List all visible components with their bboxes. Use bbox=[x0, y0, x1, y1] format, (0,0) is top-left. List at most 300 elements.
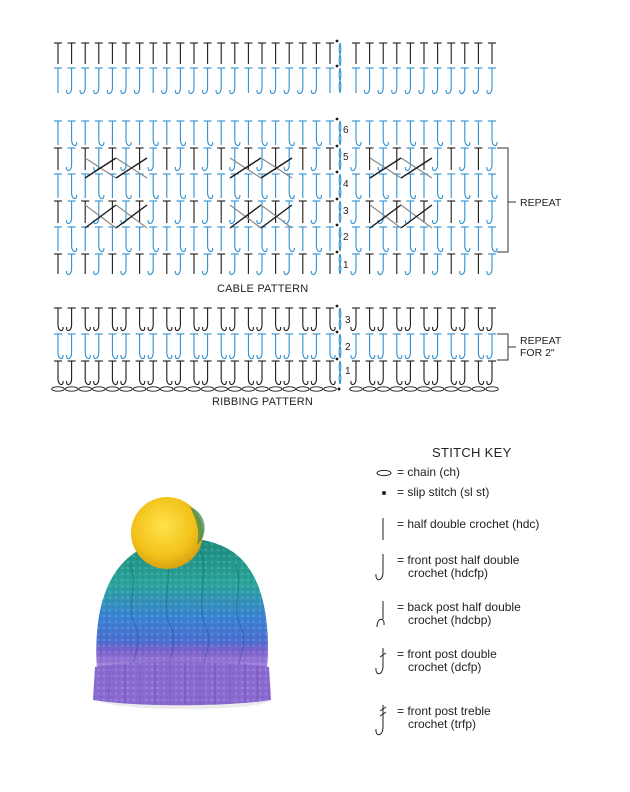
hdcfp-stitch bbox=[284, 361, 293, 385]
hdc-stitch bbox=[244, 227, 252, 251]
round-join-mark bbox=[336, 118, 341, 145]
hdcfp-stitch bbox=[284, 254, 293, 275]
hdcbp-stitch bbox=[163, 334, 172, 359]
hdcfp-stitch bbox=[311, 201, 320, 224]
hdcfp-stitch bbox=[487, 308, 496, 331]
hdcfp-stitch bbox=[284, 334, 293, 359]
hdcbp-stitch bbox=[420, 308, 429, 331]
hdcfp-stitch bbox=[257, 201, 266, 224]
hdc-stitch bbox=[108, 121, 116, 145]
hdcfp-stitch bbox=[460, 361, 469, 385]
hdcfp-stitch bbox=[94, 254, 103, 275]
hdc-stitch bbox=[108, 227, 116, 251]
hdcfp-stitch bbox=[432, 361, 441, 385]
hdc-stitch bbox=[81, 254, 89, 274]
hdcfp-stitch bbox=[378, 308, 387, 331]
chain-stitch bbox=[65, 387, 78, 391]
hdc-stitch bbox=[326, 43, 334, 64]
hdc-stitch bbox=[81, 148, 89, 170]
chain-stitch bbox=[269, 387, 282, 391]
hdc-stitch bbox=[244, 43, 252, 64]
hdc-stitch bbox=[299, 201, 307, 223]
hdc-stitch bbox=[149, 43, 157, 64]
hdcbp-stitch bbox=[54, 361, 63, 385]
hdcbp-stitch bbox=[461, 121, 470, 146]
hdcfp-stitch bbox=[94, 361, 103, 385]
hdc-stitch bbox=[352, 68, 360, 93]
hdcbp-stitch bbox=[312, 121, 321, 146]
chain-stitch bbox=[324, 387, 337, 391]
ribbing-row-number: 3 bbox=[345, 315, 351, 326]
chain-stitch bbox=[188, 387, 201, 391]
chain-stitch bbox=[106, 387, 119, 391]
hdcbp-stitch bbox=[204, 227, 213, 252]
chain-stitch bbox=[404, 387, 417, 391]
hdcfp-stitch bbox=[311, 148, 320, 171]
hdcfp-stitch bbox=[351, 308, 360, 331]
chain-stitch bbox=[120, 387, 133, 391]
top-chart-block bbox=[54, 40, 496, 94]
hdcbp-stitch bbox=[366, 308, 375, 331]
chain-stitch bbox=[486, 387, 499, 391]
hdc-stitch bbox=[217, 227, 225, 251]
chain-stitch bbox=[174, 387, 187, 391]
hdcfp-stitch bbox=[392, 68, 401, 94]
hdcfp-stitch bbox=[189, 68, 198, 94]
hdcbp-stitch bbox=[163, 308, 172, 331]
hdcfp-stitch bbox=[175, 68, 184, 94]
hdc-stitch bbox=[163, 148, 171, 170]
hdc-stitch bbox=[190, 174, 198, 198]
hdcbp-stitch bbox=[149, 121, 158, 146]
hdcfp-stitch bbox=[298, 68, 307, 94]
hdc-stitch bbox=[122, 43, 130, 64]
hdc-stitch bbox=[81, 43, 89, 64]
hdcbp-stitch bbox=[149, 174, 158, 199]
slip-stitch-dot bbox=[336, 331, 339, 334]
hdcfp-stitch bbox=[405, 308, 414, 331]
hdcbp-stitch bbox=[244, 308, 253, 331]
hdcfp-stitch bbox=[66, 201, 75, 224]
hdc-stitch bbox=[299, 227, 307, 251]
hdc-stitch bbox=[393, 201, 401, 223]
hdcfp-stitch bbox=[432, 254, 441, 275]
round-join-mark bbox=[336, 251, 341, 274]
hdcfp-stitch bbox=[175, 334, 184, 359]
hdcfp-stitch bbox=[230, 361, 239, 385]
hdcfp-stitch bbox=[175, 308, 184, 331]
hdc-stitch bbox=[326, 227, 334, 251]
chain-stitch bbox=[229, 387, 242, 391]
hdcfp-stitch bbox=[405, 361, 414, 385]
stitch-key-title: STITCH KEY bbox=[432, 445, 512, 460]
hdc-stitch bbox=[54, 68, 62, 93]
hdcbp-icon bbox=[370, 601, 400, 647]
cable-row-number: 2 bbox=[343, 232, 349, 243]
hdc-stitch bbox=[258, 43, 266, 64]
slip-stitch-dot bbox=[336, 198, 339, 201]
hdc-stitch bbox=[95, 43, 103, 64]
round-join-mark bbox=[336, 198, 341, 223]
hdcfp-stitch bbox=[257, 308, 266, 331]
hdcbp-stitch bbox=[176, 121, 185, 146]
hdc-stitch bbox=[447, 254, 455, 274]
hdcbp-stitch bbox=[68, 121, 77, 146]
hdc-stitch bbox=[217, 201, 225, 223]
chain-stitch bbox=[377, 387, 390, 391]
hdcbp-stitch bbox=[406, 121, 415, 146]
hdcfp-stitch bbox=[230, 201, 239, 224]
hdcfp-stitch bbox=[175, 361, 184, 385]
hdc-stitch bbox=[176, 43, 184, 64]
hdc-stitch bbox=[326, 201, 334, 223]
hdcfp-stitch bbox=[257, 254, 266, 275]
hdc-stitch bbox=[163, 121, 171, 145]
hdc-stitch bbox=[54, 227, 62, 251]
chain-stitch bbox=[472, 387, 485, 391]
hdc-stitch bbox=[149, 68, 157, 93]
hdcfp-stitch bbox=[351, 148, 360, 171]
hdcfp-icon bbox=[370, 554, 400, 600]
hdc-stitch bbox=[217, 174, 225, 198]
hdcbp-stitch bbox=[108, 334, 117, 359]
hdcbp-stitch bbox=[68, 227, 77, 252]
hdc-stitch bbox=[217, 121, 225, 145]
hdcfp-stitch bbox=[94, 334, 103, 359]
hdcfp-stitch bbox=[487, 361, 496, 385]
hdcbp-stitch bbox=[122, 121, 131, 146]
hdcfp-stitch bbox=[311, 334, 320, 359]
hdcfp-stitch bbox=[257, 68, 266, 94]
chain-stitch bbox=[242, 387, 255, 391]
hdcbp-stitch bbox=[217, 334, 226, 359]
hdcfp-stitch bbox=[446, 68, 455, 94]
hdc-stitch bbox=[272, 254, 280, 274]
hdcbp-stitch bbox=[68, 174, 77, 199]
hdcfp-stitch bbox=[432, 68, 441, 94]
hdcbp-stitch bbox=[393, 361, 402, 385]
chain-stitch bbox=[79, 387, 92, 391]
hdcfp-stitch bbox=[351, 254, 360, 275]
hdc-stitch bbox=[420, 43, 428, 64]
hdc-stitch bbox=[190, 148, 198, 170]
hdcbp-stitch bbox=[163, 361, 172, 385]
hdcbp-stitch bbox=[217, 308, 226, 331]
hdcfp-stitch bbox=[460, 201, 469, 224]
hdc-stitch bbox=[190, 254, 198, 274]
ribbing-pattern-title: RIBBING PATTERN bbox=[212, 396, 313, 408]
round-join-mark bbox=[336, 331, 341, 358]
chain-stitch bbox=[256, 387, 269, 391]
hdcbp-stitch bbox=[272, 334, 281, 359]
hdcfp-stitch bbox=[351, 361, 360, 385]
hdcbp-stitch bbox=[122, 174, 131, 199]
hdc-stitch bbox=[366, 227, 374, 251]
hdcbp-stitch bbox=[393, 334, 402, 359]
hdcbp-stitch bbox=[176, 174, 185, 199]
hdcbp-stitch bbox=[461, 227, 470, 252]
hdcbp-stitch bbox=[95, 227, 104, 252]
hdc-stitch bbox=[136, 121, 144, 145]
hdcfp-stitch bbox=[257, 361, 266, 385]
hdc-stitch bbox=[299, 43, 307, 64]
hdcfp-stitch bbox=[202, 148, 211, 171]
chain-stitch bbox=[431, 387, 444, 391]
cable-row-number: 5 bbox=[343, 152, 349, 163]
hdcbp-stitch bbox=[474, 334, 483, 359]
hdcbp-stitch bbox=[136, 308, 145, 331]
hdc-stitch bbox=[474, 174, 482, 198]
hdc-stitch bbox=[54, 148, 62, 170]
hdcfp-stitch bbox=[432, 148, 441, 171]
hdcfp-stitch bbox=[121, 308, 130, 331]
hdcfp-stitch bbox=[148, 254, 157, 275]
hdcfp-stitch bbox=[230, 254, 239, 275]
hat-photo bbox=[85, 495, 275, 720]
hdcbp-stitch bbox=[81, 308, 90, 331]
hdcbp-stitch bbox=[149, 227, 158, 252]
hdcfp-stitch bbox=[121, 254, 130, 275]
hdc-stitch bbox=[163, 227, 171, 251]
hdc-stitch bbox=[163, 254, 171, 274]
hdc-stitch bbox=[136, 254, 144, 274]
hdcbp-stitch bbox=[434, 174, 443, 199]
hdcfp-stitch bbox=[94, 308, 103, 331]
hdcbp-stitch bbox=[434, 121, 443, 146]
hdcbp-stitch bbox=[474, 361, 483, 385]
hdcbp-stitch bbox=[326, 334, 335, 359]
chain-stitch bbox=[93, 387, 106, 391]
hdcfp-stitch bbox=[134, 68, 143, 94]
hdcfp-stitch bbox=[405, 254, 414, 275]
chain-stitch bbox=[297, 387, 310, 391]
hdcfp-stitch bbox=[202, 361, 211, 385]
hdcfp-stitch bbox=[405, 148, 414, 171]
hdc-stitch bbox=[163, 43, 171, 64]
hdcfp-stitch bbox=[460, 148, 469, 171]
hdcbp-stitch bbox=[488, 227, 497, 252]
hdc-stitch bbox=[312, 43, 320, 64]
cable-row-number: 6 bbox=[343, 125, 349, 136]
hdcfp-stitch bbox=[432, 201, 441, 224]
slip-stitch-dot bbox=[336, 40, 339, 43]
hdcfp-stitch bbox=[148, 361, 157, 385]
hdc-stitch bbox=[474, 201, 482, 223]
hdc-stitch bbox=[366, 254, 374, 274]
hdc-stitch bbox=[474, 148, 482, 170]
hdc-stitch bbox=[54, 201, 62, 223]
hdc-stitch bbox=[434, 43, 442, 64]
hdcbp-stitch bbox=[190, 334, 199, 359]
hdc-stitch bbox=[163, 201, 171, 223]
hdcfp-stitch bbox=[351, 334, 360, 359]
slip-stitch-dot bbox=[336, 251, 339, 254]
hdcfp-stitch bbox=[94, 68, 103, 94]
hdc-stitch bbox=[366, 174, 374, 198]
hdcbp-stitch bbox=[122, 227, 131, 252]
chain-stitch bbox=[459, 387, 472, 391]
cable-row-number: 3 bbox=[343, 206, 349, 217]
hdc-stitch bbox=[217, 148, 225, 170]
hdc-stitch bbox=[68, 43, 76, 64]
hdc-stitch bbox=[393, 227, 401, 251]
hdcfp-stitch bbox=[175, 148, 184, 171]
chain-stitch bbox=[161, 387, 174, 391]
round-join-mark bbox=[336, 65, 341, 93]
hdcfp-stitch bbox=[148, 201, 157, 224]
slip-stitch-dot bbox=[336, 65, 339, 68]
hdc-stitch bbox=[81, 201, 89, 223]
hdcfp-stitch bbox=[460, 334, 469, 359]
hdc-stitch bbox=[136, 227, 144, 251]
hdcbp-stitch bbox=[95, 121, 104, 146]
hdcbp-stitch bbox=[461, 174, 470, 199]
hdc-stitch bbox=[204, 43, 212, 64]
hdcbp-stitch bbox=[326, 308, 335, 331]
hdcbp-stitch bbox=[379, 121, 388, 146]
hdcfp-stitch bbox=[432, 334, 441, 359]
chain-stitch bbox=[391, 387, 404, 391]
hdcfp-stitch bbox=[148, 148, 157, 171]
ribbing-repeat-label-line2: FOR 2" bbox=[520, 347, 555, 359]
hdc-stitch bbox=[244, 121, 252, 145]
hdcbp-stitch bbox=[81, 361, 90, 385]
hdcbp-stitch bbox=[231, 227, 240, 252]
hdc-stitch bbox=[272, 121, 280, 145]
hdcfp-stitch bbox=[66, 361, 75, 385]
hdcbp-stitch bbox=[258, 121, 267, 146]
hdc-stitch bbox=[299, 254, 307, 274]
hdcbp-stitch bbox=[231, 174, 240, 199]
hdc-stitch bbox=[190, 227, 198, 251]
slip-stitch-dot bbox=[336, 224, 339, 227]
hdc-stitch bbox=[420, 148, 428, 170]
hdcbp-stitch bbox=[312, 174, 321, 199]
chain-stitch bbox=[147, 387, 160, 391]
ribbing-row-number: 1 bbox=[345, 366, 351, 377]
hdcbp-stitch bbox=[272, 308, 281, 331]
hdcfp-stitch bbox=[148, 308, 157, 331]
hdcbp-stitch bbox=[285, 227, 294, 252]
hdc-stitch bbox=[244, 174, 252, 198]
hdcbp-stitch bbox=[136, 334, 145, 359]
hdcfp-stitch bbox=[284, 308, 293, 331]
hdcfp-stitch bbox=[284, 148, 293, 171]
hdc-stitch bbox=[474, 254, 482, 274]
ribbing-chart-block bbox=[52, 305, 499, 392]
hdc-stitch bbox=[474, 43, 482, 64]
hdcfp-stitch bbox=[66, 68, 75, 94]
hdcfp-stitch bbox=[107, 68, 116, 94]
hdc-stitch bbox=[326, 121, 334, 145]
hdc-stitch bbox=[272, 174, 280, 198]
hdc-stitch bbox=[447, 148, 455, 170]
hdcfp-stitch bbox=[202, 201, 211, 224]
dcfp-icon bbox=[370, 648, 400, 694]
hdcfp-stitch bbox=[175, 201, 184, 224]
hdcfp-stitch bbox=[487, 148, 496, 171]
hdcbp-stitch bbox=[190, 308, 199, 331]
hdcfp-stitch bbox=[202, 308, 211, 331]
hdc-stitch bbox=[461, 43, 469, 64]
hdcbp-stitch bbox=[285, 121, 294, 146]
hdc-stitch bbox=[366, 121, 374, 145]
slip-stitch-dot bbox=[336, 305, 339, 308]
cable-chart-block bbox=[54, 118, 497, 275]
round-join-mark bbox=[336, 305, 341, 330]
hdc-stitch bbox=[285, 43, 293, 64]
chain-stitch bbox=[283, 387, 296, 391]
hdc-stitch bbox=[244, 68, 252, 93]
hdcbp-stitch bbox=[231, 121, 240, 146]
hdc-stitch bbox=[136, 43, 144, 64]
round-join-mark bbox=[336, 171, 341, 198]
hdcbp-stitch bbox=[488, 174, 497, 199]
cable-repeat-label: REPEAT bbox=[520, 197, 562, 209]
hdc-stitch bbox=[299, 148, 307, 170]
hdcbp-stitch bbox=[352, 121, 361, 146]
hdcfp-stitch bbox=[284, 68, 293, 94]
hdcbp-stitch bbox=[299, 334, 308, 359]
chain-stitch bbox=[52, 387, 65, 391]
hdc-stitch bbox=[406, 43, 414, 64]
ribbing-repeat-bracket bbox=[497, 334, 508, 360]
hdc-stitch bbox=[244, 254, 252, 274]
hdc-stitch bbox=[447, 121, 455, 145]
hdcbp-stitch bbox=[176, 227, 185, 252]
hdcbp-stitch bbox=[352, 174, 361, 199]
hdcfp-stitch bbox=[257, 334, 266, 359]
hdc-stitch bbox=[190, 43, 198, 64]
hdcfp-stitch bbox=[311, 361, 320, 385]
chain-stitch bbox=[215, 387, 228, 391]
cable-row-number: 1 bbox=[343, 260, 349, 271]
hdcbp-stitch bbox=[299, 308, 308, 331]
hdc-stitch bbox=[447, 174, 455, 198]
hdc-stitch bbox=[299, 174, 307, 198]
hdcbp-stitch bbox=[204, 174, 213, 199]
hdc-stitch bbox=[217, 254, 225, 274]
hdcfp-stitch bbox=[487, 68, 496, 94]
chain-stitch bbox=[201, 387, 214, 391]
hdcfp-stitch bbox=[162, 68, 171, 94]
hdc-stitch bbox=[474, 121, 482, 145]
round-join-mark bbox=[336, 224, 341, 251]
hdcbp-stitch bbox=[488, 121, 497, 146]
hdcbp-stitch bbox=[447, 308, 456, 331]
round-join-mark bbox=[336, 145, 341, 170]
hdcfp-stitch bbox=[66, 254, 75, 275]
hdc-stitch bbox=[366, 43, 374, 64]
hdc-stitch bbox=[190, 201, 198, 223]
hdcfp-stitch bbox=[230, 334, 239, 359]
slip-stitch-dot bbox=[336, 118, 339, 121]
hdcbp-stitch bbox=[393, 308, 402, 331]
chain-stitch bbox=[133, 387, 146, 391]
hdcfp-stitch bbox=[202, 254, 211, 275]
hdcbp-stitch bbox=[95, 174, 104, 199]
hdcfp-stitch bbox=[378, 361, 387, 385]
hdc-stitch bbox=[54, 121, 62, 145]
hdcbp-stitch bbox=[474, 308, 483, 331]
hdcbp-stitch bbox=[312, 227, 321, 252]
hdcfp-stitch bbox=[487, 201, 496, 224]
hdcfp-stitch bbox=[311, 254, 320, 275]
hdc-stitch bbox=[54, 174, 62, 198]
hdcbp-stitch bbox=[217, 361, 226, 385]
hdcbp-stitch bbox=[108, 308, 117, 331]
slip-stitch-dot bbox=[338, 388, 341, 391]
